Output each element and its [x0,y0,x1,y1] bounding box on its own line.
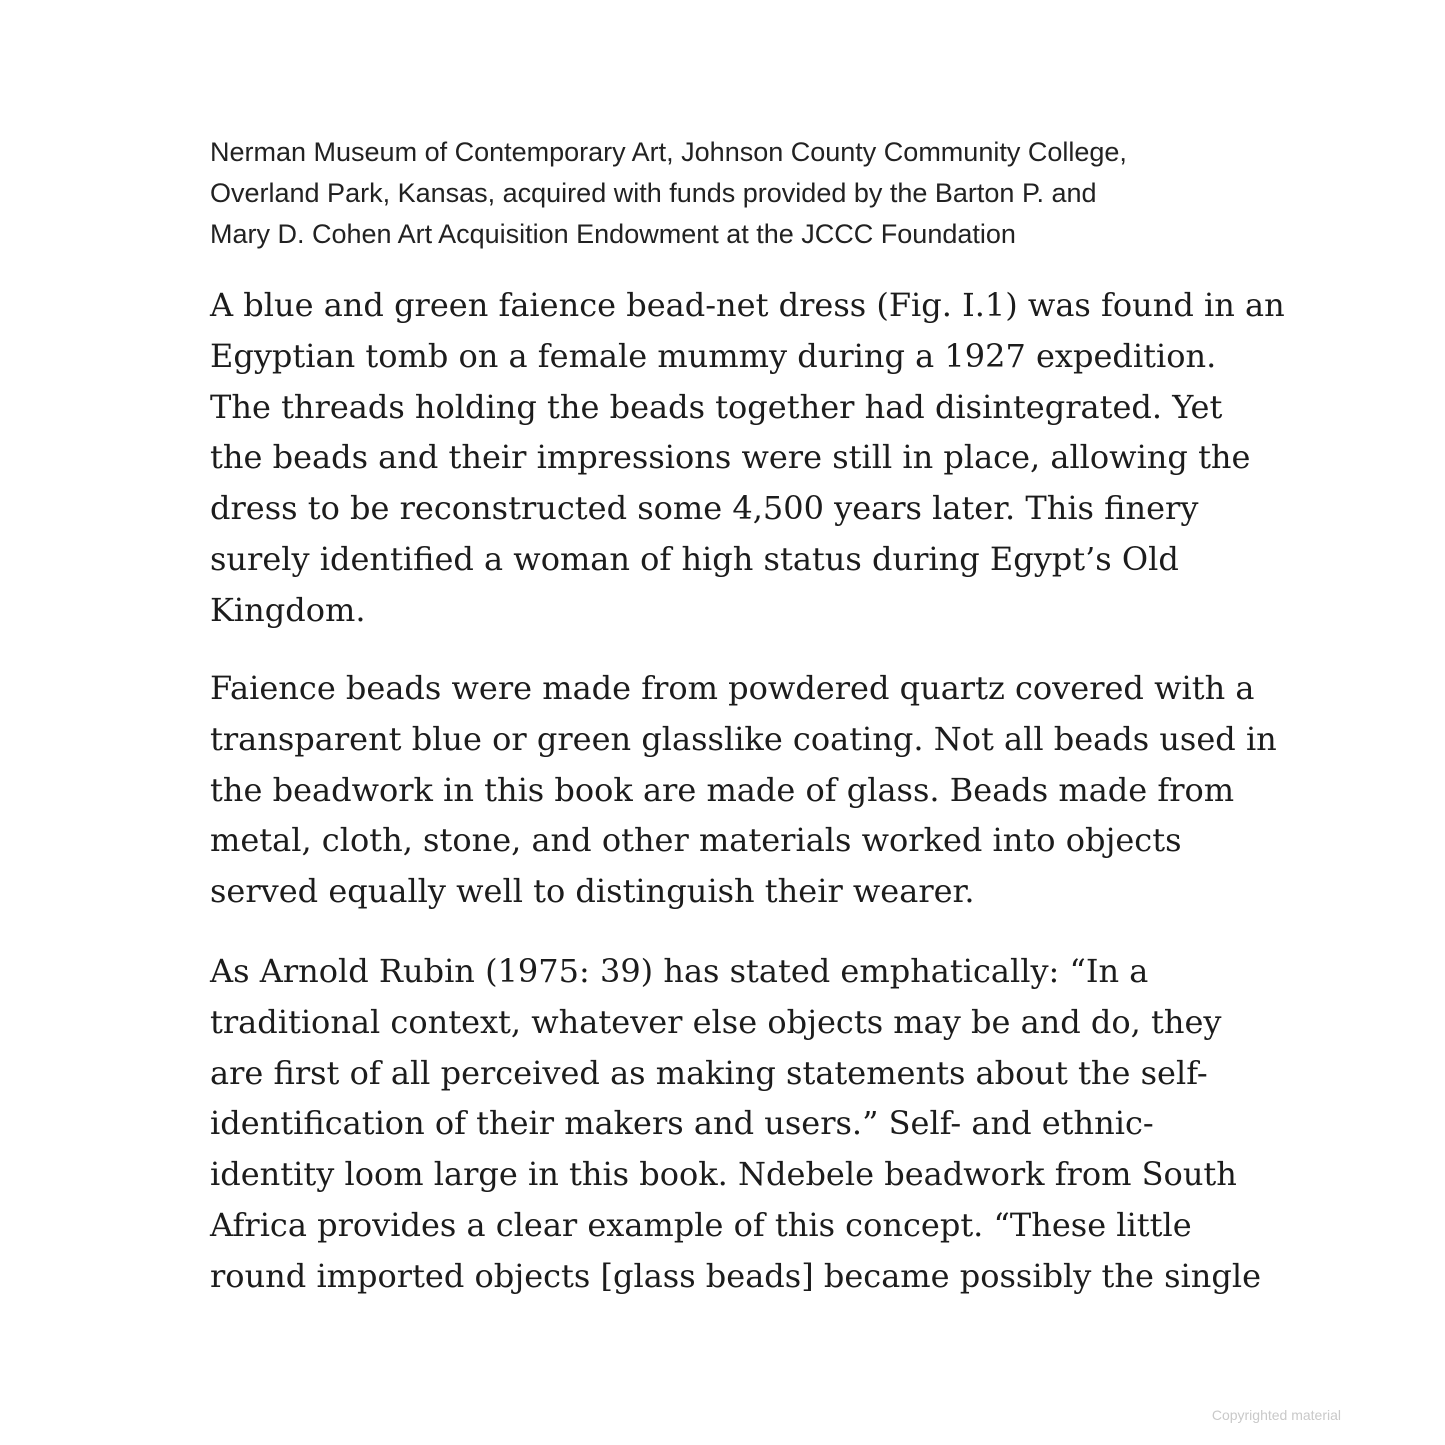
text-line: traditional context, whatever else objects may be and do, they [210,1002,1222,1041]
paragraph-faience-beads [210,663,1277,917]
paragraph-rubin-quote [210,946,1270,1302]
text-line: A blue and green faience bead-net dress (Fig. I.1) was found in an [210,286,1285,324]
caption-line: Nerman Museum of Contemporary Art, Johnson County Community College, [210,137,1127,167]
caption-line: Overland Park, Kansas, acquired with funds provided by the Barton P. and [210,178,1097,208]
text-line: Kingdom. [210,590,366,629]
text-line: served equally well to distinguish their wearer. [210,872,975,911]
text-line: identification of their makers and users.” Self- and ethnic- [210,1104,1154,1143]
text-line: Africa provides a clear example of this concept. “These little [210,1205,1192,1244]
text-line: the beads and their impressions were still in place, allowing the [210,438,1251,477]
text-line: the beadwork in this book are made of glass. Beads made from [210,770,1235,809]
caption-line: Mary D. Cohen Art Acquisition Endowment at the JCCC Foundation [210,219,1016,249]
text-line: dress to be reconstructed some 4,500 years later. This finery [210,489,1199,528]
text-line: round imported objects [glass beads] became possibly the single [210,1256,1262,1295]
text-line: Faience beads were made from powdered quartz covered with a [210,669,1255,707]
text-line: identity loom large in this book. Ndebele beadwork from South [210,1155,1237,1194]
figure-caption [210,132,1240,255]
text-line: surely identified a woman of high status during Egypt’s Old [210,539,1179,578]
text-line: are first of all perceived as making statements about the self- [210,1053,1208,1092]
paragraph-faience-dress [210,280,1285,636]
text-line: metal, cloth, stone, and other materials worked into objects [210,821,1182,860]
text-line: Egyptian tomb on a female mummy during a 1927 expedition. [210,336,1217,375]
copyright-watermark: Copyrighted material [1211,1407,1341,1423]
text-line: As Arnold Rubin (1975: 39) has stated emphatically: “In a [210,952,1149,990]
text-line: transparent blue or green glasslike coating. Not all beads used in [210,719,1277,758]
text-line: The threads holding the beads together had disintegrated. Yet [210,387,1223,426]
